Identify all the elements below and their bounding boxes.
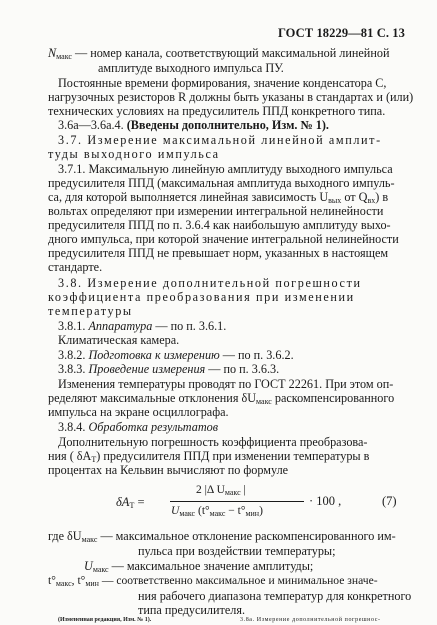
formula-tail: · 100 , (309, 494, 342, 508)
text-line: нагрузочных резисторов R должны быть указаны в стандартах и (или) (48, 90, 414, 104)
text: са, для которой выполняется линейная зависимость U (48, 190, 329, 204)
subscript: макс (81, 535, 98, 544)
text: — максимальное значение амплитуды; (108, 559, 314, 573)
text-line: Дополнительную погрешность коэффициента преобразова- (58, 435, 368, 449)
section-heading: туды выходного импульса (48, 147, 220, 161)
subscript: вых (328, 196, 342, 205)
text-line: ния рабочего диапазона температур для конкретного (138, 589, 412, 603)
text-line: Постоянные времени формирования, значение конденсатора C, (58, 76, 387, 90)
subsection-title: Проведение измерения (88, 362, 206, 376)
text: — номер канала, соответствующий максимальной линейной (71, 46, 390, 60)
formula-number: (7) (382, 494, 397, 508)
text: 3.8.2. (58, 348, 89, 362)
text: — по п. 3.6.2. (219, 348, 294, 362)
text: — максимальное отклонение раскомпенсированного им- (97, 529, 396, 543)
text-line (48, 391, 394, 405)
formula-denominator (171, 505, 263, 517)
text-line (58, 362, 279, 376)
fraction-bar (170, 501, 304, 502)
amendment-note: (Введены дополнительно, Изм. № 1). (126, 118, 329, 132)
text-line: процентах на Кельвин вычисляют по формуле (48, 463, 289, 477)
subscript: T (129, 501, 135, 510)
text: ния ( δA (48, 449, 92, 463)
text: 3.8.3. (58, 362, 89, 376)
subscript: макс (92, 565, 109, 574)
text-line: Климатическая камера. (58, 333, 180, 347)
text-line: предусилителя ППД (максимальная амплитуда выходного импуль- (48, 176, 395, 190)
subscript: макс (224, 488, 241, 497)
subscript: вх (367, 196, 376, 205)
section-heading: коэффициента преобразования при изменении (48, 290, 355, 304)
text-line: импульса на экране осциллографа. (48, 405, 229, 419)
text-line: предусилителя ППД не превышает норм, указанных в настоящем (48, 246, 389, 260)
text-line (48, 574, 378, 588)
text: раскомпенсированного (271, 391, 395, 405)
text-line (48, 46, 389, 60)
subscript: мин (245, 509, 260, 518)
text-line (58, 420, 218, 434)
symbol: U (84, 559, 93, 573)
formula-lhs (116, 495, 145, 510)
text: 3.8.4. (58, 420, 89, 434)
section-heading: температуры (48, 304, 133, 318)
text-line (48, 529, 396, 543)
section-heading: 3.8. Измерение дополнительной погрешности (58, 276, 362, 290)
section-heading: 3.8а. Измерение дополнительной погрешнос- (240, 617, 381, 623)
subscript: макс (256, 397, 272, 406)
text: где δU (48, 529, 82, 543)
text-line (58, 319, 226, 333)
text: ) (259, 505, 263, 517)
text: (t° (195, 505, 210, 517)
formula-numerator (196, 484, 246, 496)
text-line: вольтах определяют при измерении интегральной нелинейности (48, 204, 384, 218)
text: − t° (225, 505, 246, 517)
text-line (48, 449, 369, 463)
symbol: N (48, 46, 57, 60)
text-line: дного импульса, при которой значение интегральной нелинейности (48, 232, 399, 246)
subscript: макс (209, 509, 226, 518)
text-line: типа предусилителя. (138, 603, 245, 617)
text: — по п. 3.6.3. (205, 362, 280, 376)
text-line: технических условиях на предусилитель ППД конкретного типа. (48, 104, 386, 118)
text-line: амплитуде выходного импульса ПУ. (98, 61, 284, 75)
text-line (58, 118, 329, 132)
subscript: макс (179, 509, 196, 518)
text: , t° (71, 574, 86, 587)
text: — соответственно максимальное и минимальное значе- (98, 574, 378, 587)
text: 3.8.1. (58, 319, 89, 333)
text-line: предусилителя ППД по п. 3.6.4 как наибольшую амплитуду выхо- (48, 218, 391, 232)
section-heading: 3.7. Измерение максимальной линейной амплит- (58, 133, 382, 147)
symbol: t° (48, 574, 56, 587)
text: ) предусилителя ППД при изменении температуры в (96, 449, 370, 463)
subscript: макс (56, 52, 72, 61)
text-line: пульса при воздействии температуры; (138, 544, 336, 558)
subscript: макс (55, 579, 72, 588)
text-line: 3.7.1. Максимальную линейную амплитуду выходного импульса (58, 162, 393, 176)
text-line: стандарте. (48, 260, 103, 274)
text: | (240, 484, 246, 496)
subsection-title: Аппаратура (88, 319, 153, 333)
text-line (84, 559, 313, 573)
text-line (58, 348, 294, 362)
amendment-note: (Измененная редакция, Изм. № 1). (58, 617, 152, 623)
text: ) в (375, 190, 389, 204)
subscript: мин (85, 579, 99, 588)
subsection-title: Обработка результатов (88, 420, 219, 434)
page-header: ГОСТ 18229—81 С. 13 (277, 26, 405, 40)
subsection-title: Подготовка к измерению (88, 348, 220, 362)
subscript: T (91, 455, 97, 464)
symbol: U (171, 505, 180, 517)
symbol: δA (116, 495, 130, 509)
text: 3.6а—3.6а.4. (58, 118, 127, 132)
text: = (134, 495, 145, 509)
text-line: Изменения температуры проводят по ГОСТ 22261. При этом оп- (58, 377, 394, 391)
text-line (48, 190, 388, 204)
text: 2 |Δ U (196, 484, 225, 496)
text: от Q (341, 190, 368, 204)
text: — по п. 3.6.1. (152, 319, 227, 333)
text: ределяют максимальные отклонения δU (48, 391, 257, 405)
